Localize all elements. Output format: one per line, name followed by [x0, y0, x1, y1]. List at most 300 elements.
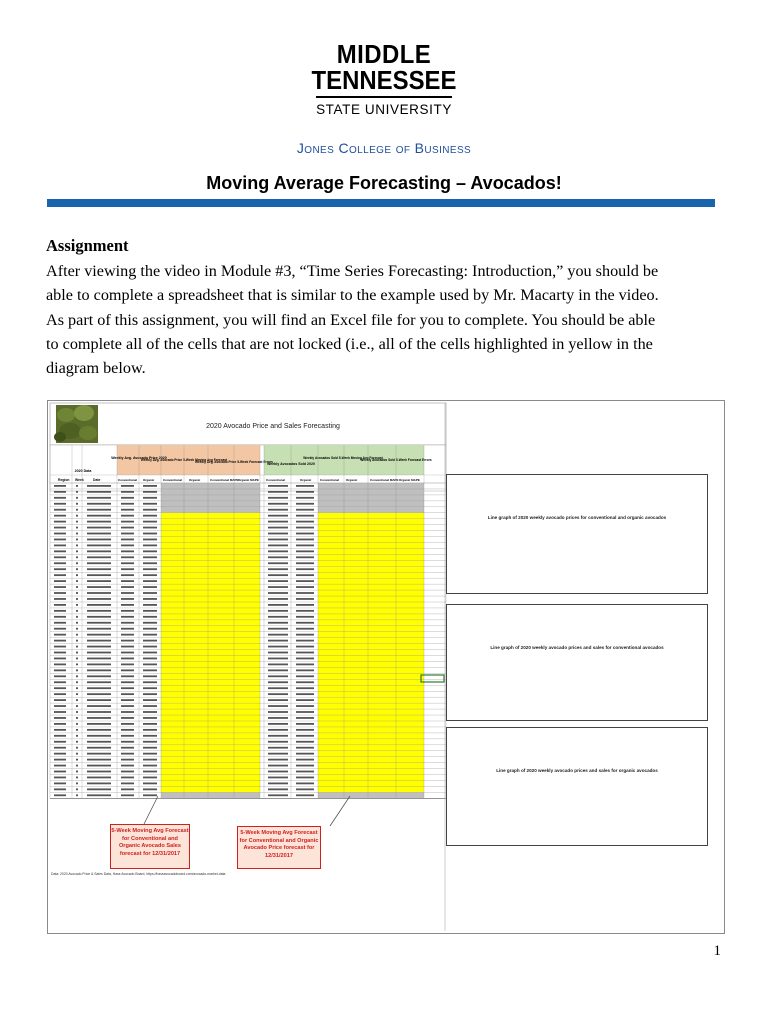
grid-cell-text — [121, 628, 134, 630]
grid-cell-fill — [161, 792, 260, 798]
grid-cell-text — [268, 485, 288, 487]
grid-cell-text — [87, 574, 111, 576]
grid-cell-text — [54, 539, 66, 541]
grid-cell-text — [121, 794, 134, 796]
grid-cell-text — [296, 687, 314, 689]
grid-cell-text — [143, 765, 157, 767]
grid-cell-text — [54, 622, 66, 624]
grid-cell-fill — [318, 584, 424, 590]
grid-cell-text — [76, 533, 78, 535]
grid-cell-text — [76, 705, 78, 707]
grid-cell-text — [268, 628, 288, 630]
grid-cell-text — [76, 640, 78, 642]
grid-cell-text — [268, 497, 288, 499]
grid-cell-fill — [161, 519, 260, 525]
grid-cell-text — [76, 693, 78, 695]
grid-cell-text — [87, 521, 111, 523]
grid-cell-text — [268, 598, 288, 600]
grid-cell-fill — [161, 697, 260, 703]
header-date: Date — [93, 478, 101, 482]
grid-cell-text — [76, 485, 78, 487]
grid-cell-text — [121, 717, 134, 719]
grid-cell-text — [296, 574, 314, 576]
grid-cell-text — [268, 604, 288, 606]
grid-cell-text — [87, 794, 111, 796]
grid-cell-text — [76, 539, 78, 541]
grid-cell-text — [54, 527, 66, 529]
logo-line-2: TENNESSEE — [311, 65, 457, 95]
grid-cell-text — [268, 717, 288, 719]
grid-cell-fill — [318, 483, 424, 489]
grid-cell-text — [121, 759, 134, 761]
grid-cell-text — [87, 652, 111, 654]
grid-cell-text — [143, 687, 157, 689]
grid-cell-text — [268, 515, 288, 517]
grid-cell-fill — [318, 513, 424, 519]
grid-cell-text — [76, 753, 78, 755]
grid-cell-text — [268, 765, 288, 767]
grid-cell-text — [296, 521, 314, 523]
grid-cell-text — [268, 622, 288, 624]
grid-cell-text — [76, 675, 78, 677]
grid-cell-text — [296, 783, 314, 785]
grid-cell-fill — [318, 679, 424, 685]
grid-cell-text — [87, 646, 111, 648]
grid-cell-text — [268, 527, 288, 529]
grid-cell-text — [121, 640, 134, 642]
grid-cell-text — [54, 545, 66, 547]
grid-cell-text — [76, 777, 78, 779]
grid-cell-text — [121, 550, 134, 552]
grid-cell-text — [143, 545, 157, 547]
grid-cell-text — [143, 664, 157, 666]
grid-cell-text — [87, 497, 111, 499]
grid-cell-text — [268, 556, 288, 558]
grid-cell-text — [76, 771, 78, 773]
grid-cell-text — [296, 675, 314, 677]
grid-cell-text — [296, 604, 314, 606]
grid-cell-text — [87, 729, 111, 731]
grid-cell-text — [54, 765, 66, 767]
grid-cell-text — [268, 741, 288, 743]
grid-cell-fill — [161, 673, 260, 679]
grid-cell-text — [296, 562, 314, 564]
grid-cell-text — [296, 592, 314, 594]
grid-cell-text — [143, 509, 157, 511]
note-sales-forecast: 5-Week Moving Avg Forecast for Conventional and Organic Avocado Sales forecast for 12/31/2017 — [110, 824, 190, 869]
grid-cell-fill — [161, 650, 260, 656]
grid-cell-text — [87, 705, 111, 707]
grid-cell-text — [54, 592, 66, 594]
grid-cell-text — [268, 681, 288, 683]
grid-cell-text — [87, 562, 111, 564]
grid-cell-text — [296, 509, 314, 511]
grid-cell-text — [54, 747, 66, 749]
grid-cell-text — [87, 586, 111, 588]
grid-cell-text — [143, 759, 157, 761]
grid-cell-text — [296, 753, 314, 755]
grid-cell-text — [143, 788, 157, 790]
grid-cell-text — [121, 747, 134, 749]
grid-cell-text — [87, 741, 111, 743]
grid-cell-text — [121, 705, 134, 707]
grid-cell-text — [54, 664, 66, 666]
sub-organic-4: Organic — [346, 478, 358, 482]
chart-1-title: Line graph of 2020 weekly avocado prices for conventional and organic avocados — [487, 515, 667, 520]
grid-cell-text — [76, 527, 78, 529]
header-sold-errors: Weekly Avocados Sold 5-Week Forecast Errors — [360, 458, 432, 462]
grid-cell-text — [296, 556, 314, 558]
grid-cell-text — [268, 545, 288, 547]
grid-cell-text — [121, 604, 134, 606]
grid-cell-text — [143, 503, 157, 505]
grid-cell-text — [54, 693, 66, 695]
grid-cell-text — [296, 628, 314, 630]
grid-cell-fill — [161, 584, 260, 590]
grid-cell-text — [54, 705, 66, 707]
grid-cell-fill — [161, 733, 260, 739]
grid-cell-text — [76, 794, 78, 796]
grid-cell-text — [143, 717, 157, 719]
grid-cell-text — [121, 652, 134, 654]
grid-cell-text — [87, 622, 111, 624]
grid-cell-fill — [318, 786, 424, 792]
grid-cell-text — [54, 521, 66, 523]
grid-cell-fill — [161, 572, 260, 578]
grid-cell-fill — [318, 626, 424, 632]
grid-cell-fill — [161, 560, 260, 566]
grid-cell-text — [268, 747, 288, 749]
grid-cell-text — [143, 491, 157, 493]
grid-cell-text — [87, 568, 111, 570]
grid-cell-text — [296, 699, 314, 701]
grid-cell-fill — [161, 531, 260, 537]
header-week: Week — [75, 478, 84, 482]
grid-cell-text — [268, 753, 288, 755]
grid-cell-text — [76, 580, 78, 582]
grid-cell-text — [268, 634, 288, 636]
sub-org-mape-2: Organic MAPE — [399, 478, 420, 482]
grid-cell-text — [121, 592, 134, 594]
grid-cell-text — [268, 669, 288, 671]
grid-cell-text — [87, 556, 111, 558]
grid-cell-text — [268, 794, 288, 796]
grid-cell-text — [54, 681, 66, 683]
grid-cell-text — [54, 640, 66, 642]
grid-cell-fill — [318, 739, 424, 745]
grid-cell-text — [296, 765, 314, 767]
grid-cell-text — [268, 580, 288, 582]
grid-cell-text — [87, 664, 111, 666]
grid-cell-text — [121, 664, 134, 666]
grid-cell-text — [268, 699, 288, 701]
grid-cell-text — [296, 539, 314, 541]
grid-cell-text — [268, 652, 288, 654]
grid-cell-fill — [318, 662, 424, 668]
grid-cell-text — [121, 580, 134, 582]
grid-cell-text — [121, 771, 134, 773]
grid-cell-fill — [161, 548, 260, 554]
grid-cell-text — [143, 628, 157, 630]
header-price-errors: Weekly Avg. Avocado Price 5-Week Forecast Errors — [195, 460, 273, 464]
grid-cell-text — [76, 550, 78, 552]
grid-cell-text — [87, 675, 111, 677]
grid-cell-text — [143, 658, 157, 660]
grid-cell-text — [296, 717, 314, 719]
grid-cell-text — [296, 485, 314, 487]
sub-organic-3: Organic — [300, 478, 312, 482]
grid-cell-text — [54, 699, 66, 701]
grid-cell-text — [76, 509, 78, 511]
header-ma-price: Weekly Avg. Avocado Price 5-Week Moving Avg Forecast — [140, 458, 228, 462]
grid-cell-text — [143, 681, 157, 683]
grid-cell-fill — [318, 608, 424, 614]
grid-cell-text — [87, 711, 111, 713]
grid-cell-text — [76, 687, 78, 689]
grid-cell-text — [296, 735, 314, 737]
document-title: Moving Average Forecasting – Avocados! — [206, 173, 562, 193]
chart-box-2 — [446, 604, 708, 721]
grid-cell-fill — [318, 650, 424, 656]
grid-cell-text — [54, 771, 66, 773]
grid-cell-text — [76, 788, 78, 790]
grid-cell-text — [268, 658, 288, 660]
grid-cell-text — [54, 741, 66, 743]
logo-divider — [316, 96, 452, 98]
grid-cell-text — [76, 735, 78, 737]
grid-cell-text — [76, 503, 78, 505]
grid-cell-fill — [318, 572, 424, 578]
spreadsheet-figure — [47, 400, 725, 934]
grid-cell-fill — [161, 513, 260, 519]
grid-cell-text — [268, 735, 288, 737]
grid-cell-fill — [318, 489, 424, 495]
grid-cell-text — [121, 485, 134, 487]
grid-cell-text — [87, 640, 111, 642]
grid-cell-text — [121, 491, 134, 493]
grid-cell-text — [143, 634, 157, 636]
title-rule — [47, 199, 715, 207]
grid-cell-text — [296, 723, 314, 725]
grid-cell-text — [54, 598, 66, 600]
assignment-heading: Assignment — [46, 236, 129, 255]
grid-cell-text — [121, 711, 134, 713]
grid-cell-text — [121, 509, 134, 511]
grid-cell-text — [76, 604, 78, 606]
grid-cell-text — [143, 753, 157, 755]
grid-cell-text — [87, 717, 111, 719]
grid-cell-text — [87, 580, 111, 582]
grid-cell-text — [268, 693, 288, 695]
grid-cell-text — [54, 652, 66, 654]
grid-cell-text — [121, 622, 134, 624]
paragraph-line: to complete all of the cells that are not locked (i.e., all of the cells highlighted in yellow in the — [46, 334, 653, 353]
grid-cell-text — [268, 646, 288, 648]
grid-cell-fill — [318, 745, 424, 751]
grid-cell-text — [54, 753, 66, 755]
grid-cell-text — [76, 652, 78, 654]
grid-cell-text — [143, 622, 157, 624]
grid-cell-text — [87, 616, 111, 618]
grid-cell-text — [54, 574, 66, 576]
grid-cell-text — [143, 562, 157, 564]
grid-cell-text — [54, 533, 66, 535]
grid-cell-text — [54, 628, 66, 630]
grid-cell-text — [121, 568, 134, 570]
grid-cell-text — [54, 610, 66, 612]
grid-cell-text — [54, 580, 66, 582]
grid-cell-text — [121, 574, 134, 576]
grid-cell-text — [143, 521, 157, 523]
grid-cell-fill — [318, 697, 424, 703]
grid-cell-text — [54, 729, 66, 731]
grid-cell-fill — [318, 554, 424, 560]
grid-cell-text — [76, 574, 78, 576]
grid-cell-text — [87, 539, 111, 541]
paragraph-line: able to complete a spreadsheet that is similar to the example used by Mr. Macarty in the video. — [46, 286, 659, 305]
page-number: 1 — [713, 943, 721, 959]
grid-cell-text — [121, 765, 134, 767]
grid-cell-fill — [161, 632, 260, 638]
grid-cell-text — [87, 503, 111, 505]
grid-cell-text — [54, 491, 66, 493]
grid-cell-text — [121, 735, 134, 737]
grid-cell-text — [296, 777, 314, 779]
grid-cell-text — [54, 485, 66, 487]
grid-cell-fill — [318, 614, 424, 620]
grid-cell-text — [268, 711, 288, 713]
grid-cell-text — [76, 497, 78, 499]
grid-cell-text — [87, 783, 111, 785]
grid-cell-text — [87, 634, 111, 636]
grid-cell-text — [54, 794, 66, 796]
grid-cell-fill — [318, 691, 424, 697]
grid-cell-text — [268, 491, 288, 493]
grid-cell-text — [143, 741, 157, 743]
grid-cell-text — [296, 658, 314, 660]
grid-cell-text — [268, 777, 288, 779]
grid-cell-text — [143, 777, 157, 779]
grid-cell-text — [76, 515, 78, 517]
grid-cell-fill — [318, 685, 424, 691]
grid-cell-text — [121, 723, 134, 725]
spreadsheet-grid — [50, 445, 446, 798]
grid-cell-text — [76, 729, 78, 731]
grid-cell-text — [76, 681, 78, 683]
grid-cell-text — [296, 598, 314, 600]
grid-cell-text — [54, 586, 66, 588]
grid-cell-text — [54, 515, 66, 517]
grid-cell-fill — [161, 602, 260, 608]
grid-cell-text — [76, 568, 78, 570]
paragraph-line: diagram below. — [46, 359, 146, 378]
grid-cell-text — [296, 664, 314, 666]
grid-cell-text — [268, 675, 288, 677]
grid-cell-text — [143, 693, 157, 695]
grid-cell-text — [268, 521, 288, 523]
grid-cell-text — [143, 527, 157, 529]
grid-cell-fill — [161, 495, 260, 501]
grid-cell-fill — [161, 775, 260, 781]
grid-cell-text — [54, 497, 66, 499]
grid-cell-text — [87, 723, 111, 725]
grid-cell-text — [54, 503, 66, 505]
grid-cell-text — [296, 693, 314, 695]
grid-cell-fill — [161, 608, 260, 614]
grid-cell-text — [54, 783, 66, 785]
grid-cell-text — [76, 723, 78, 725]
grid-cell-text — [143, 669, 157, 671]
grid-cell-fill — [318, 519, 424, 525]
grid-cell-text — [268, 539, 288, 541]
grid-cell-fill — [161, 781, 260, 787]
grid-cell-fill — [318, 751, 424, 757]
grid-cell-fill — [318, 560, 424, 566]
grid-cell-text — [54, 788, 66, 790]
grid-cell-fill — [318, 733, 424, 739]
grid-cell-fill — [161, 501, 260, 507]
grid-cell-text — [76, 765, 78, 767]
grid-cell-text — [121, 675, 134, 677]
grid-cell-fill — [161, 745, 260, 751]
grid-cell-text — [54, 646, 66, 648]
grid-cell-text — [87, 735, 111, 737]
grid-cell-fill — [318, 620, 424, 626]
grid-cell-text — [296, 515, 314, 517]
grid-cell-text — [54, 711, 66, 713]
grid-cell-fill — [318, 495, 424, 501]
grid-cell-text — [268, 729, 288, 731]
grid-cell-text — [54, 509, 66, 511]
grid-cell-text — [143, 783, 157, 785]
grid-cell-text — [87, 777, 111, 779]
grid-cell-text — [76, 634, 78, 636]
grid-cell-text — [296, 533, 314, 535]
sub-conv-mape: Conventional MAPE — [210, 478, 239, 482]
grid-cell-text — [268, 616, 288, 618]
grid-cell-text — [143, 485, 157, 487]
grid-cell-text — [121, 527, 134, 529]
grid-cell-text — [121, 545, 134, 547]
grid-cell-fill — [161, 751, 260, 757]
grid-cell-fill — [161, 620, 260, 626]
grid-cell-text — [296, 580, 314, 582]
sub-conv-mape-2: Conventional MAPE — [370, 478, 399, 482]
sub-conventional-2: Conventional — [163, 478, 183, 482]
college-name: Jones College of Business — [296, 140, 472, 156]
grid-cell-text — [54, 658, 66, 660]
grid-cell-text — [143, 735, 157, 737]
grid-cell-fill — [318, 531, 424, 537]
grid-cell-fill — [161, 757, 260, 763]
grid-cell-text — [143, 533, 157, 535]
grid-cell-text — [76, 658, 78, 660]
grid-cell-text — [54, 550, 66, 552]
grid-cell-text — [121, 687, 134, 689]
grid-cell-text — [87, 699, 111, 701]
grid-cell-text — [143, 497, 157, 499]
grid-cell-text — [76, 669, 78, 671]
grid-cell-text — [76, 521, 78, 523]
grid-cell-text — [296, 741, 314, 743]
grid-cell-fill — [161, 614, 260, 620]
grid-cell-text — [296, 640, 314, 642]
grid-cell-fill — [161, 739, 260, 745]
grid-cell-text — [296, 622, 314, 624]
grid-cell-fill — [161, 662, 260, 668]
grid-cell-fill — [161, 715, 260, 721]
grid-cell-text — [87, 765, 111, 767]
